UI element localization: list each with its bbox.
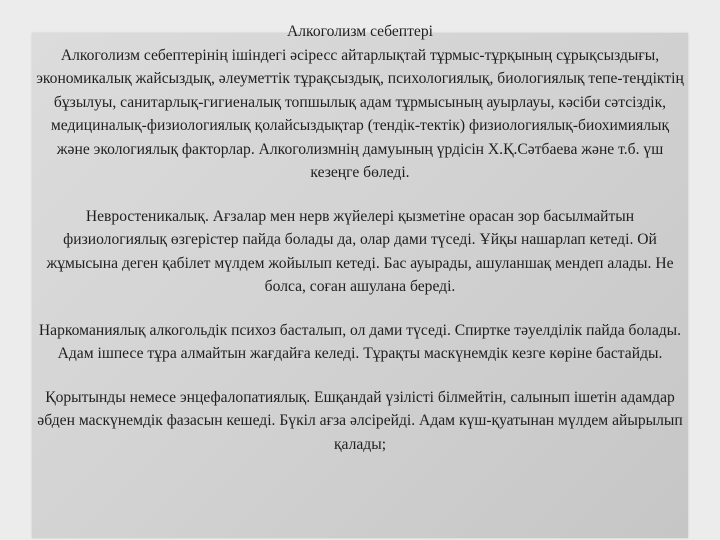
slide-text-block (36, 20, 684, 456)
paragraph-stage-encephalopathic: Қорытынды немесе энцефалопатиялық. Ешқандай үзілісті білмейтін, салынып ішетін адамдар әбден маскүнемдік фазасын кешеді. Бүкіл ағза әлсірейді. Адам күш-қуатынан мүлдем айырылып қалады; (37, 388, 683, 453)
slide-title: Алкоголизм себептері (287, 23, 433, 40)
paragraph-causes: Алкоголизм себептерінің ішіндегі әсіресс айтарлықтай тұрмыс-тұрқының сұрықсыздығы, экономикалық жайсыздық, әлеуметтік тұрақсыздық, психологиялық, биологиялық тепе-теңдіктің бұзылуы, санитарлық-гигиеналық топшылық адам тұрмысының ауырлауы, кәсіби сәтсіздік, медициналық-физиологиялық қолайсыздықтар (тендік-тектік) физиологиялық-биохимиялық және экологиялық факторлар. Алкоголизмнің дамуының үрдісін Х.Қ.Сәтбаева және т.б. үш кезеңге бөледі. (36, 46, 684, 181)
paragraph-stage-neurasthenic: Невростеникалық. Ағзалар мен нерв жүйелері қызметіне орасан зор басылмайтын физиологиялық өзгерістер пайда болады да, олар дами түседі. Ұйқы нашарлап кетеді. Ой жұмысына деген қабілет мүлдем жойылып кетеді. Бас ауырады, ашуланшақ мендеп алады. Не болса, соған ашулана береді. (46, 207, 674, 295)
paragraph-stage-narcomanic: Наркоманиялық алкогольдік психоз басталып, ол дами түседі. Спиртке тәуелділік пайда болады. Адам ішпесе тұра алмайтын жағдайға келеді. Тұрақты маскүнемдік кезге көріне бастайды. (38, 321, 682, 362)
